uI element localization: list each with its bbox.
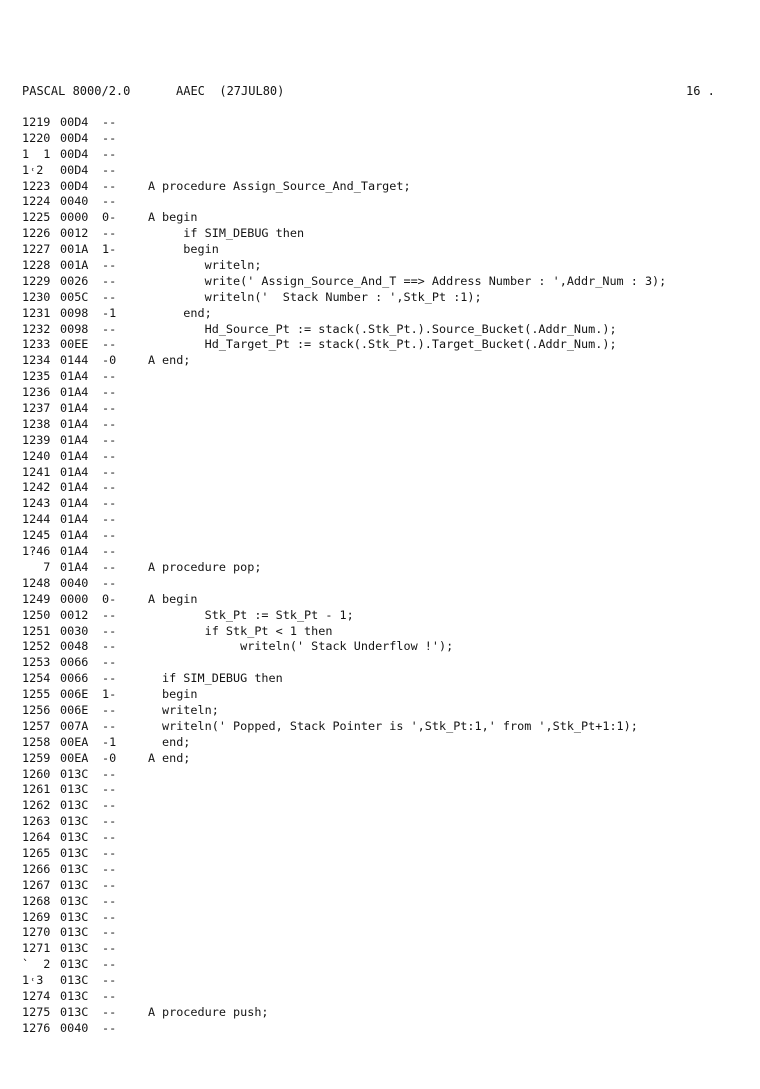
address: 006E [60, 687, 89, 702]
line-number: 1237 [22, 401, 51, 416]
listing-line [22, 560, 742, 576]
line-number: ` 2 [22, 957, 51, 972]
line-number: 1232 [22, 321, 51, 336]
listing-line [22, 131, 742, 147]
nesting-flag: -- [102, 273, 117, 288]
nesting-flag: -- [102, 782, 117, 797]
listing-line [22, 655, 742, 671]
address: 013C [60, 941, 89, 956]
line-number: 1260 [22, 766, 51, 781]
line-number: 1244 [22, 512, 51, 527]
line-number: 1276 [22, 1020, 51, 1035]
listing-line [22, 322, 742, 338]
source-code: writeln; [162, 702, 219, 717]
address: 0098 [60, 321, 89, 336]
nesting-flag: -- [102, 130, 117, 145]
listing-line [22, 862, 742, 878]
line-number: 7 [22, 559, 51, 574]
nesting-flag: -- [102, 401, 117, 416]
listing-line [22, 910, 742, 926]
nesting-flag: -1 [102, 734, 117, 749]
address: 01A4 [60, 385, 89, 400]
listing-line [22, 290, 742, 306]
line-number: 1258 [22, 734, 51, 749]
listing-line [22, 274, 742, 290]
line-number: 1219 [22, 115, 51, 129]
address: 0040 [60, 575, 89, 590]
address: 00D4 [60, 178, 89, 193]
nesting-flag: 1- [102, 242, 117, 257]
line-number: 1267 [22, 877, 51, 892]
level-marker: A [148, 353, 156, 368]
listing-line [22, 401, 742, 417]
line-number: 1255 [22, 687, 51, 702]
line-number: 1230 [22, 289, 51, 304]
nesting-flag: -- [102, 115, 117, 129]
listing-line [22, 385, 742, 401]
nesting-flag: -- [102, 607, 117, 622]
listing-line [22, 671, 742, 687]
source-code: writeln(' Stack Number : ',Stk_Pt :1); [162, 289, 482, 304]
nesting-flag: -- [102, 893, 117, 908]
listing-line [22, 417, 742, 433]
nesting-flag: -- [102, 988, 117, 1003]
listing-line [22, 147, 742, 163]
line-number: 1235 [22, 369, 51, 384]
address: 013C [60, 925, 89, 940]
address: 001A [60, 258, 89, 273]
listing-line [22, 480, 742, 496]
address: 013C [60, 1004, 89, 1019]
line-number: 1269 [22, 909, 51, 924]
address: 01A4 [60, 480, 89, 495]
listing-line [22, 1021, 742, 1037]
address: 013C [60, 798, 89, 813]
line-number: 1˓3 [22, 973, 44, 988]
address: 013C [60, 830, 89, 845]
listing-line [22, 1005, 742, 1021]
address: 005C [60, 289, 89, 304]
level-marker: A [148, 559, 156, 574]
nesting-flag: -- [102, 909, 117, 924]
listing-line [22, 894, 742, 910]
source-code: begin [162, 242, 219, 257]
address: 013C [60, 782, 89, 797]
nesting-flag: -- [102, 369, 117, 384]
address: 013C [60, 814, 89, 829]
nesting-flag: -- [102, 877, 117, 892]
listing-line [22, 830, 742, 846]
listing-line [22, 576, 742, 592]
nesting-flag: -- [102, 464, 117, 479]
listing-line [22, 973, 742, 989]
nesting-flag: -- [102, 718, 117, 733]
listing-line [22, 767, 742, 783]
line-number: 1226 [22, 226, 51, 241]
page-number: 16 . [686, 84, 715, 98]
address: 0066 [60, 655, 89, 670]
address: 001A [60, 242, 89, 257]
listing-line [22, 179, 742, 195]
line-number: 1249 [22, 591, 51, 606]
line-number: 1223 [22, 178, 51, 193]
source-code: write(' Assign_Source_And_T ==> Address Number : ',Addr_Num : 3); [162, 273, 667, 288]
line-number: 1252 [22, 639, 51, 654]
listing-line [22, 592, 742, 608]
listing-line [22, 226, 742, 242]
line-number: 1240 [22, 448, 51, 463]
line-number: 1241 [22, 464, 51, 479]
nesting-flag: -- [102, 1004, 117, 1019]
address: 013C [60, 845, 89, 860]
nesting-flag: -- [102, 623, 117, 638]
nesting-flag: -- [102, 639, 117, 654]
address: 013C [60, 988, 89, 1003]
nesting-flag: -- [102, 845, 117, 860]
nesting-flag: -- [102, 814, 117, 829]
nesting-flag: -- [102, 146, 117, 161]
nesting-flag: -- [102, 432, 117, 447]
level-marker: A [148, 178, 156, 193]
line-number: 1270 [22, 925, 51, 940]
nesting-flag: -- [102, 178, 117, 193]
line-number: 1233 [22, 337, 51, 352]
level-marker: A [148, 591, 156, 606]
nesting-flag: -- [102, 575, 117, 590]
listing-line [22, 306, 742, 322]
nesting-flag: -- [102, 671, 117, 686]
address: 013C [60, 973, 89, 988]
line-number: 1264 [22, 830, 51, 845]
address: 01A4 [60, 512, 89, 527]
address: 0098 [60, 305, 89, 320]
listing-line [22, 878, 742, 894]
nesting-flag: -- [102, 798, 117, 813]
listing-line [22, 925, 742, 941]
nesting-flag: -- [102, 766, 117, 781]
source-code: procedure push; [162, 1004, 269, 1019]
line-number: 1268 [22, 893, 51, 908]
line-number: 1257 [22, 718, 51, 733]
listing-line [22, 512, 742, 528]
nesting-flag: -- [102, 226, 117, 241]
line-number: 1262 [22, 798, 51, 813]
listing-line [22, 719, 742, 735]
nesting-flag: -0 [102, 353, 117, 368]
nesting-flag: -- [102, 544, 117, 559]
address: 013C [60, 909, 89, 924]
address: 01A4 [60, 496, 89, 511]
line-number: 1271 [22, 941, 51, 956]
address: 00D4 [60, 162, 89, 177]
listing-line [22, 735, 742, 751]
nesting-flag: -- [102, 861, 117, 876]
listing-line [22, 433, 742, 449]
nesting-flag: -1 [102, 305, 117, 320]
line-number: 1263 [22, 814, 51, 829]
line-number: 1256 [22, 702, 51, 717]
listing-line [22, 798, 742, 814]
line-number: 1243 [22, 496, 51, 511]
line-number: 1275 [22, 1004, 51, 1019]
address: 00EA [60, 750, 89, 765]
address: 007A [60, 718, 89, 733]
listing-line [22, 369, 742, 385]
address: 01A4 [60, 448, 89, 463]
address: 00D4 [60, 115, 89, 129]
address: 0048 [60, 639, 89, 654]
address: 01A4 [60, 416, 89, 431]
page-header [22, 84, 722, 100]
listing-id: AAEC (27JUL80) [176, 84, 285, 98]
nesting-flag: -- [102, 830, 117, 845]
nesting-flag: -- [102, 941, 117, 956]
line-number: 1265 [22, 845, 51, 860]
address: 00D4 [60, 130, 89, 145]
nesting-flag: -- [102, 973, 117, 988]
address: 01A4 [60, 464, 89, 479]
listing-line [22, 115, 742, 131]
nesting-flag: -- [102, 925, 117, 940]
nesting-flag: -- [102, 385, 117, 400]
nesting-flag: -- [102, 337, 117, 352]
address: 0012 [60, 226, 89, 241]
address: 013C [60, 766, 89, 781]
address: 013C [60, 861, 89, 876]
nesting-flag: -- [102, 321, 117, 336]
source-code: if SIM_DEBUG then [162, 226, 305, 241]
line-number: 1 1 [22, 146, 51, 161]
source-code: procedure pop; [162, 559, 262, 574]
source-listing [22, 115, 742, 1037]
nesting-flag: -- [102, 528, 117, 543]
line-number: 1228 [22, 258, 51, 273]
listing-line [22, 449, 742, 465]
line-number: 1242 [22, 480, 51, 495]
listing-line [22, 258, 742, 274]
address: 013C [60, 957, 89, 972]
line-number: 1220 [22, 130, 51, 145]
line-number: 1239 [22, 432, 51, 447]
listing-line [22, 751, 742, 767]
source-code: end; [162, 305, 212, 320]
nesting-flag: -- [102, 655, 117, 670]
line-number: 1234 [22, 353, 51, 368]
listing-line [22, 544, 742, 560]
line-number: 1229 [22, 273, 51, 288]
nesting-flag: -- [102, 702, 117, 717]
nesting-flag: 0- [102, 210, 117, 225]
level-marker: A [148, 1004, 156, 1019]
address: 01A4 [60, 401, 89, 416]
line-number: 1259 [22, 750, 51, 765]
listing-line [22, 528, 742, 544]
address: 0040 [60, 194, 89, 209]
line-number: 1250 [22, 607, 51, 622]
line-number: 1˓2 [22, 162, 44, 177]
source-code: writeln(' Popped, Stack Pointer is ',Stk_Pt:1,' from ',Stk_Pt+1:1); [162, 718, 638, 733]
line-number: 1261 [22, 782, 51, 797]
nesting-flag: -- [102, 448, 117, 463]
listing-line [22, 941, 742, 957]
line-number: 1?46 [22, 544, 51, 559]
source-code: end; [162, 734, 191, 749]
address: 013C [60, 877, 89, 892]
listing-line [22, 846, 742, 862]
nesting-flag: -0 [102, 750, 117, 765]
line-number: 1266 [22, 861, 51, 876]
source-code: begin [162, 687, 198, 702]
line-number: 1231 [22, 305, 51, 320]
compiler-name: PASCAL 8000/2.0 [22, 84, 131, 98]
level-marker: A [148, 750, 156, 765]
listing-line [22, 703, 742, 719]
nesting-flag: -- [102, 289, 117, 304]
nesting-flag: -- [102, 194, 117, 209]
listing-line [22, 242, 742, 258]
source-code: writeln(' Stack Underflow !'); [162, 639, 454, 654]
nesting-flag: 1- [102, 687, 117, 702]
listing-line [22, 814, 742, 830]
line-number: 1248 [22, 575, 51, 590]
line-number: 1251 [22, 623, 51, 638]
address: 00EE [60, 337, 89, 352]
nesting-flag: -- [102, 162, 117, 177]
line-number: 1274 [22, 988, 51, 1003]
source-code: Stk_Pt := Stk_Pt - 1; [162, 607, 354, 622]
listing-line [22, 957, 742, 973]
line-number: 1254 [22, 671, 51, 686]
listing-line [22, 337, 742, 353]
address: 0066 [60, 671, 89, 686]
source-code: Hd_Target_Pt := stack(.Stk_Pt.).Target_Bucket(.Addr_Num.); [162, 337, 617, 352]
line-number: 1238 [22, 416, 51, 431]
line-number: 1236 [22, 385, 51, 400]
listing-line [22, 687, 742, 703]
line-number: 1225 [22, 210, 51, 225]
listing-line [22, 353, 742, 369]
listing-line [22, 194, 742, 210]
listing-line [22, 163, 742, 179]
line-number: 1227 [22, 242, 51, 257]
nesting-flag: -- [102, 512, 117, 527]
listing-line [22, 608, 742, 624]
source-code: end; [162, 750, 191, 765]
listing-line [22, 624, 742, 640]
source-code: writeln; [162, 258, 262, 273]
source-code: if SIM_DEBUG then [162, 671, 283, 686]
source-code: if Stk_Pt < 1 then [162, 623, 333, 638]
address: 0026 [60, 273, 89, 288]
listing-line [22, 496, 742, 512]
nesting-flag: -- [102, 1020, 117, 1035]
address: 006E [60, 702, 89, 717]
nesting-flag: -- [102, 258, 117, 273]
source-code: begin [162, 210, 198, 225]
address: 0030 [60, 623, 89, 638]
source-code: Hd_Source_Pt := stack(.Stk_Pt.).Source_Bucket(.Addr_Num.); [162, 321, 617, 336]
address: 0012 [60, 607, 89, 622]
address: 01A4 [60, 559, 89, 574]
address: 0144 [60, 353, 89, 368]
listing-line [22, 210, 742, 226]
address: 01A4 [60, 369, 89, 384]
address: 0000 [60, 210, 89, 225]
address: 013C [60, 893, 89, 908]
source-code: end; [162, 353, 191, 368]
nesting-flag: -- [102, 480, 117, 495]
line-number: 1224 [22, 194, 51, 209]
line-number: 1245 [22, 528, 51, 543]
listing-line [22, 989, 742, 1005]
address: 01A4 [60, 432, 89, 447]
address: 00EA [60, 734, 89, 749]
line-number: 1253 [22, 655, 51, 670]
source-code: begin [162, 591, 198, 606]
nesting-flag: -- [102, 559, 117, 574]
nesting-flag: 0- [102, 591, 117, 606]
nesting-flag: -- [102, 416, 117, 431]
level-marker: A [148, 210, 156, 225]
address: 01A4 [60, 528, 89, 543]
address: 0040 [60, 1020, 89, 1035]
address: 0000 [60, 591, 89, 606]
listing-line [22, 465, 742, 481]
address: 00D4 [60, 146, 89, 161]
nesting-flag: -- [102, 957, 117, 972]
listing-line [22, 782, 742, 798]
nesting-flag: -- [102, 496, 117, 511]
address: 01A4 [60, 544, 89, 559]
listing-line [22, 639, 742, 655]
source-code: procedure Assign_Source_And_Target; [162, 178, 411, 193]
